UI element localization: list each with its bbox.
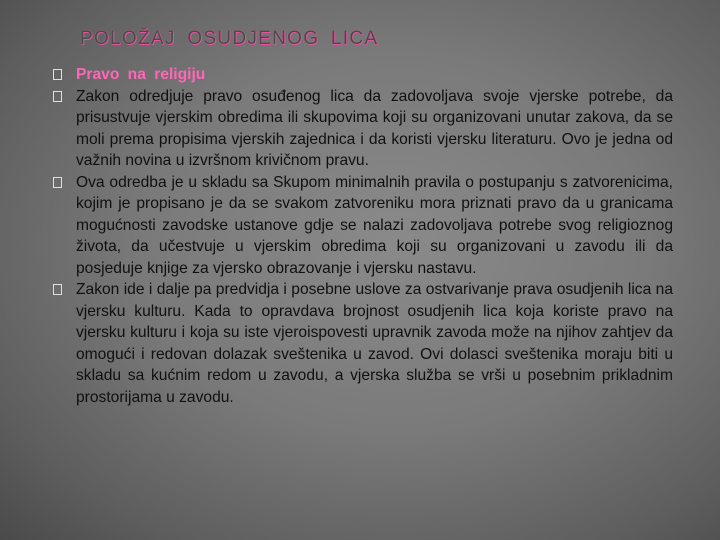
bullet-list bbox=[53, 64, 673, 408]
bullet-text: Zakon ide i dalje pa predvidja i posebne uslove za ostvarivanje prava osudjenih lica na vjersku kulturu. Kada to opravdava brojnost osudjenih lica koja koriste pravo na vjersku kulturu i koja su iste vjeroispovesti upravnik zavoda može na njihov zahtjev da omogući i redovan dolazak sveštenika u zavod. Ovi dolasci sveštenika moraju biti u skladu sa kućnim redom u zavodu, a vjerska služba se vrši u posebnim prikladnim prostorijama u zavodu. bbox=[76, 281, 673, 406]
slide-title: POLOŽAJ OSUDJENOG LICA bbox=[80, 28, 379, 49]
bullet-text: Pravo na religiju bbox=[76, 66, 206, 83]
square-bullet-icon bbox=[53, 91, 62, 102]
bullet-item bbox=[53, 279, 673, 408]
square-bullet-icon bbox=[53, 69, 62, 80]
bullet-text: Zakon odredjuje pravo osuđenog lica da zadovoljava svoje vjerske potrebe, da prisustvuje vjerskim obredima ili skupovima koji su organizovani unutar zakova, da se moli prema propisima vjerskih zajednica i da koristi vjersku literaturu. Ovo je jedna od važnih novina u izvršnom krivičnom pravu. bbox=[76, 87, 673, 169]
square-bullet-icon bbox=[53, 177, 62, 188]
bullet-item bbox=[53, 86, 673, 172]
square-bullet-icon bbox=[53, 284, 62, 295]
bullet-item bbox=[53, 172, 673, 280]
bullet-text: Ova odredba je u skladu sa Skupom minimalnih pravila o postupanju s zatvorenicima, kojim je propisano je da se svakom zatvoreniku mora priznati pravo da u granicama mogućnosti zavodske ustanove gdje se nalazi zadovoljava potrebe svog religioznog života, da učestvuje u vjerskim obredima koji su organizovani u zavodu ili da posjeduje knjige za vjersko obrazovanje i vjersku nastavu. bbox=[76, 173, 673, 277]
bullet-item-heading bbox=[53, 64, 673, 86]
